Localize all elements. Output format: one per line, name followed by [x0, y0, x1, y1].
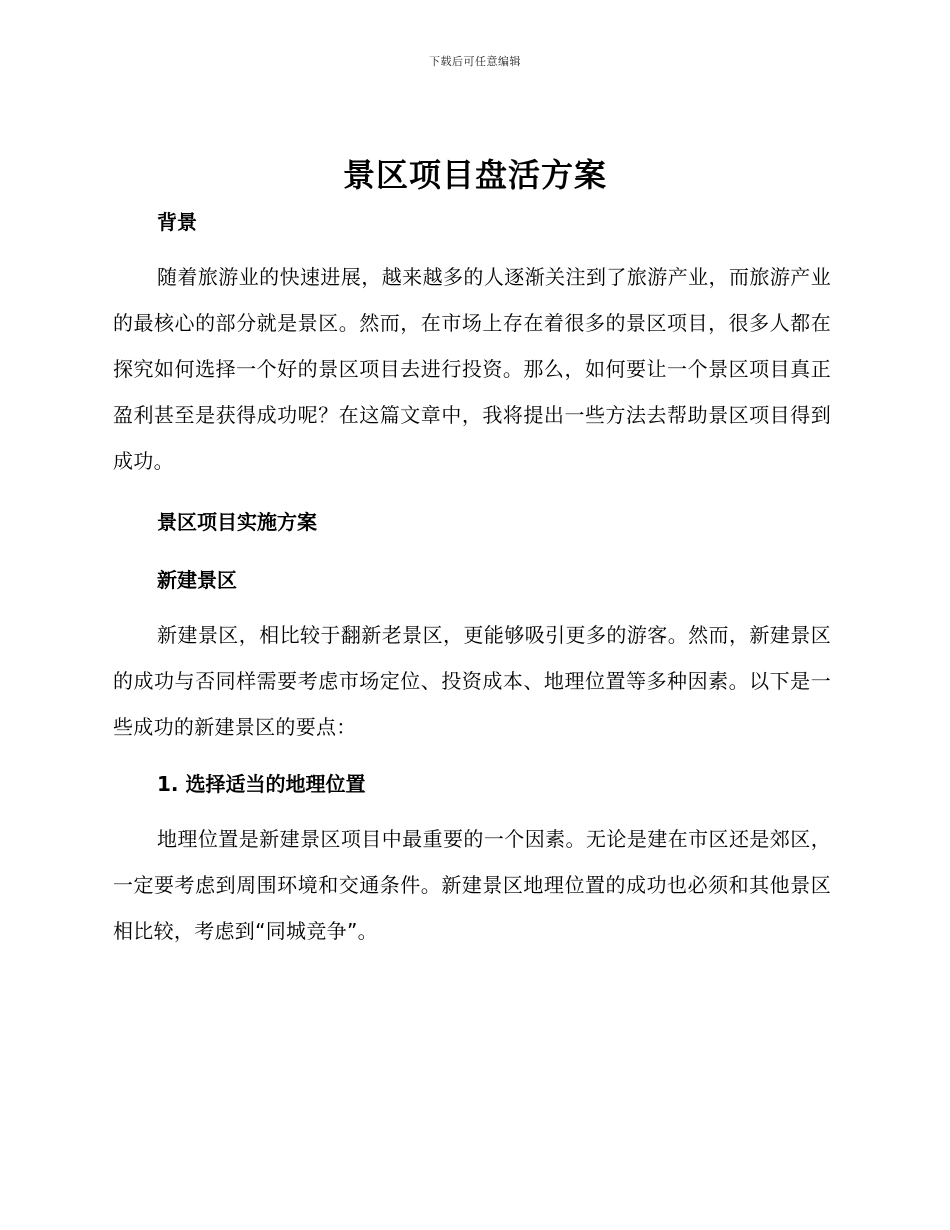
paragraph-background: 随着旅游业的快速进展，越来越多的人逐渐关注到了旅游产业，而旅游产业的最核心的部分就是景区。然而，在市场上存在着很多的景区项目，很多人都在探究如何选择一个好的景区项目去进行投资。那么，如何要让一个景区项目真正盈利甚至是获得成功呢？在这篇文章中，我将提出一些方法去帮助景区项目得到成功。: [113, 265, 831, 473]
section-heading-background: 背景: [157, 210, 197, 234]
paragraph-new-scenic-area: 新建景区，相比较于翻新老景区，更能够吸引更多的游客。然而，新建景区的成功与否同样需要考虑市场定位、投资成本、地理位置等多种因素。以下是一些成功的新建景区的要点：: [113, 623, 831, 739]
paragraph-location: 地理位置是新建景区项目中最重要的一个因素。无论是建在市区还是郊区，一定要考虑到周围环境和交通条件。新建景区地理位置的成功也必须和其他景区相比较，考虑到“同城竞争”。: [113, 827, 831, 943]
document-title: 景区项目盘活方案: [342, 156, 607, 194]
document-body: [113, 202, 831, 954]
section-heading-new-scenic-area: 新建景区: [157, 568, 237, 592]
header-note: 下载后可任意编辑: [429, 55, 521, 68]
section-heading-location: 1. 选择适当的地理位置: [157, 772, 366, 796]
section-heading-plan: 景区项目实施方案: [157, 510, 317, 534]
